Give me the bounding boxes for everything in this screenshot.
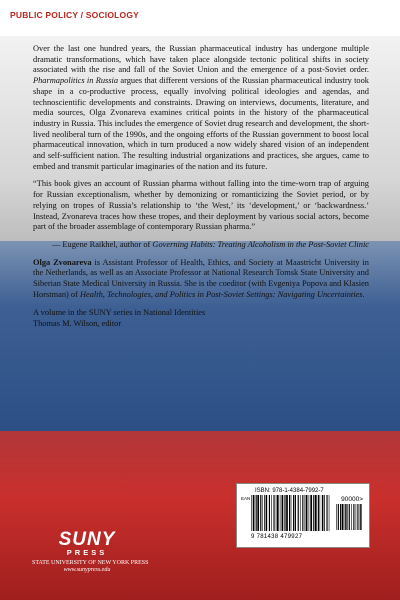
back-cover-text [33, 44, 369, 330]
attribution-prefix: — Eugene Raikhel, author of [51, 239, 153, 249]
barcode-box [236, 483, 370, 548]
press-logo: PRESS [66, 548, 108, 557]
bio-end: . [362, 289, 365, 299]
description-text: Over the last one hundred years, the Russian pharmaceutical industry has undergone multiple dramatic transformations, which have taken place alongside tectonic political shifts in society associated with the rise and fall of the Soviet Union and the emergence of a post-Soviet order. [33, 44, 369, 75]
description-text-cont: argues that different versions of the Russian pharmaceutical industry took shape in a co-productive process, equally involving political ideologies and agendas, and technoscientific developments and constraints. Drawing on interviews, documents, literature, and media sources, Olga Zvonareva examines critical points in the history of the pharmaceutical industry in Russia. This includes the emergence of Soviet drug research and development, the short-lived neoliberal turn of the 1990s, and the ongoing efforts of the Russian government to boost local pharmaceutical innovation, which in turn produced a now widely shared vision of an independent and self-sufficient nation. The resulting industrial organizations and practices, she argues, came to embed and transmit particular imaginaries of the nation and its future. [33, 76, 369, 171]
publisher-block [32, 529, 149, 574]
book-description [33, 44, 369, 172]
price-barcode-bars [336, 504, 362, 530]
series-note [33, 308, 369, 329]
author-bio [33, 258, 369, 301]
barcode-bars [251, 495, 331, 531]
endorsement-attribution [33, 240, 369, 251]
barcode-number: 9 781438 479927 [251, 534, 303, 540]
book-title-italic: Pharmapolitics in Russia [33, 76, 119, 86]
publisher-url: www.sunypress.edu [63, 567, 111, 573]
endorsement-quote: “This book gives an account of Russian pharma without falling into the time-worn trap of arguing for Russian exceptionalism, whether by demonizing or romanticizing the Soviet period, or by relying on tropes of Russia’s relationship to ‘the West,’ its ‘development,’ or ‘backwardness.’ Instead, Zvonareva traces how these tropes, and their deployment by various social actors, become part of the broader assemblage of contemporary Russian pharma.” [33, 179, 369, 232]
suny-logo: SUNY [58, 529, 116, 550]
series-line: A volume in the SUNY series in National Identities [33, 308, 206, 318]
publisher-name: STATE UNIVERSITY OF NEW YORK PRESS [32, 560, 149, 566]
attribution-book: Governing Habits: Treating Alcoholism in the Post-Soviet Clinic [152, 239, 369, 249]
ean-label: EAN [241, 496, 251, 501]
bio-text: is Assistant Professor of Health, Ethics, and Society at Maastricht University in the Netherlands, as well as an Associate Professor at National Research Tomsk State University and Siberian State Medical University in Russia. She is the coeditor (with Evgeniya Popova and Klasien Horstman) of [33, 257, 369, 299]
category-label: PUBLIC POLICY / SOCIOLOGY [10, 10, 140, 20]
isbn-label: ISBN: 978-1-4384-7992-7 [255, 488, 324, 494]
price-code: 90000> [341, 496, 363, 503]
bio-book-title: Health, Technologies, and Politics in Post-Soviet Settings: Navigating Uncertainties [79, 289, 363, 299]
series-editor: Thomas M. Wilson, editor [33, 319, 122, 329]
author-name: Olga Zvonareva [33, 257, 92, 267]
